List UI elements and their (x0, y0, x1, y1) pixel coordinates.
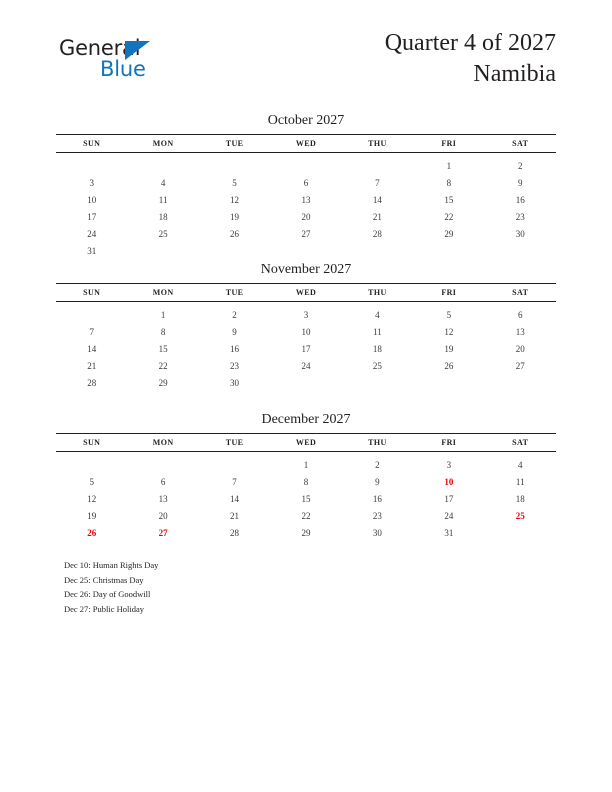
calendar-day[interactable]: 21 (230, 510, 240, 521)
weekday-header-row (56, 135, 556, 153)
calendar-day[interactable]: 4 (518, 459, 523, 470)
calendar-day[interactable]: 20 (515, 343, 525, 354)
calendar-day[interactable]: 25 (372, 360, 382, 371)
calendar-day[interactable]: 5 (89, 476, 94, 487)
calendar-day[interactable]: 18 (372, 343, 382, 354)
calendar-day-empty (56, 302, 127, 324)
calendar-table-november (56, 283, 556, 391)
holiday-legend-item: Dec 27: Public Holiday (64, 603, 145, 614)
calendar-week-row (56, 323, 556, 340)
calendar-day[interactable]: 28 (87, 377, 97, 388)
calendar-day[interactable]: 31 (87, 245, 97, 256)
calendar-day[interactable]: 30 (230, 377, 240, 388)
calendar-day[interactable]: 1 (160, 309, 166, 320)
calendar-day[interactable]: 31 (444, 527, 454, 538)
weekday-header-sat: SAT (485, 135, 556, 153)
weekday-header-thu: THU (342, 434, 413, 452)
calendar-week-row (56, 374, 556, 391)
calendar-week-row (56, 507, 556, 524)
month-title-october: October 2027 (267, 113, 345, 128)
calendar-day-holiday[interactable]: 26 (87, 527, 97, 538)
calendar-day[interactable]: 8 (160, 326, 166, 337)
calendar-week-row (56, 302, 556, 324)
weekday-header-sat: SAT (485, 284, 556, 302)
calendar-week-row (56, 242, 556, 259)
calendar-day[interactable]: 26 (230, 228, 240, 239)
title-country: Namibia (473, 61, 556, 87)
weekday-header-fri: FRI (413, 434, 484, 452)
calendar-day[interactable]: 9 (375, 476, 380, 487)
calendar-day[interactable]: 21 (87, 360, 97, 371)
calendar-day-empty (127, 452, 198, 474)
calendar-day[interactable]: 21 (372, 211, 382, 222)
calendar-day[interactable]: 12 (444, 326, 454, 337)
calendar-day[interactable]: 14 (230, 493, 240, 504)
calendar-day[interactable]: 5 (446, 309, 452, 320)
calendar-day[interactable]: 15 (158, 343, 168, 354)
calendar-day-empty (270, 242, 341, 259)
calendar-day-empty (199, 452, 270, 474)
month-title-december: December 2027 (261, 412, 351, 427)
calendar-day[interactable]: 22 (301, 510, 311, 521)
weekday-header-mon: MON (127, 284, 198, 302)
calendar-day[interactable]: 13 (515, 326, 525, 337)
month-block-october (56, 112, 556, 259)
calendar-day-empty (56, 153, 127, 175)
calendar-day[interactable]: 29 (301, 527, 311, 538)
calendar-day[interactable]: 2 (375, 459, 380, 470)
calendar-day-empty (413, 374, 484, 391)
calendar-day-holiday[interactable]: 25 (515, 510, 525, 521)
calendar-day[interactable]: 8 (303, 476, 309, 487)
calendar-day[interactable]: 24 (87, 228, 97, 239)
calendar-day-empty (56, 452, 127, 474)
calendar-day-empty (342, 153, 413, 175)
calendar-day[interactable]: 29 (444, 228, 454, 239)
calendar-week-row (56, 452, 556, 474)
calendar-day[interactable]: 29 (158, 377, 168, 388)
calendar-day-holiday[interactable]: 10 (444, 476, 454, 487)
calendar-day[interactable]: 5 (232, 177, 237, 188)
calendar-day[interactable]: 16 (515, 194, 525, 205)
calendar-day[interactable]: 6 (518, 309, 523, 320)
calendar-day[interactable]: 1 (303, 459, 309, 470)
calendar-day-empty (199, 242, 270, 259)
month-title-november: November 2027 (260, 262, 352, 277)
calendar-day[interactable]: 6 (160, 476, 166, 487)
calendar-day[interactable]: 28 (230, 527, 240, 538)
calendar-day[interactable]: 17 (444, 493, 454, 504)
calendar-day-empty (127, 153, 198, 175)
calendar-day-empty (485, 374, 556, 391)
logo-word-blue: Blue (100, 57, 146, 81)
calendar-day[interactable]: 1 (446, 160, 452, 171)
calendar-day[interactable]: 27 (301, 228, 311, 239)
month-block-november (56, 261, 556, 391)
logo-word-general: General (59, 36, 141, 60)
calendar-day[interactable]: 7 (232, 476, 237, 487)
calendar-day[interactable]: 30 (372, 527, 382, 538)
calendar-day[interactable]: 24 (301, 360, 311, 371)
weekday-header-wed: WED (270, 135, 341, 153)
calendar-table-december (56, 433, 556, 541)
calendar-day[interactable]: 20 (301, 211, 311, 222)
calendar-day[interactable]: 11 (373, 326, 382, 337)
weekday-header-tue: TUE (199, 284, 270, 302)
calendar-day[interactable]: 18 (515, 493, 525, 504)
weekday-header-mon: MON (127, 135, 198, 153)
weekday-header-thu: THU (342, 135, 413, 153)
calendar-day[interactable]: 18 (158, 211, 168, 222)
calendar-day[interactable]: 4 (375, 309, 380, 320)
calendar-day-empty (270, 153, 341, 175)
calendar-day[interactable]: 12 (87, 493, 97, 504)
calendar-day-empty (127, 242, 198, 259)
calendar-day-empty (485, 524, 556, 541)
weekday-header-fri: FRI (413, 284, 484, 302)
calendar-day[interactable]: 14 (372, 194, 382, 205)
calendar-day[interactable]: 3 (303, 309, 309, 320)
weekday-header-wed: WED (270, 284, 341, 302)
calendar-day[interactable]: 13 (301, 194, 311, 205)
calendar-week-row (56, 524, 556, 541)
calendar-day[interactable]: 26 (444, 360, 454, 371)
general-blue-logo[interactable] (59, 36, 259, 88)
holiday-legend (64, 558, 464, 616)
calendar-week-row (56, 208, 556, 225)
calendar-day[interactable]: 11 (158, 194, 168, 205)
weekday-header-row (56, 284, 556, 302)
calendar-day[interactable]: 30 (515, 228, 525, 239)
calendar-body-november (56, 302, 556, 392)
calendar-day[interactable]: 20 (158, 510, 168, 521)
page-title (385, 28, 556, 90)
holiday-legend-item: Dec 25: Christmas Day (64, 574, 144, 585)
calendar-day[interactable]: 23 (372, 510, 382, 521)
month-block-december (56, 411, 556, 541)
calendar-week-row (56, 153, 556, 175)
calendar-week-row (56, 357, 556, 374)
calendar-day[interactable]: 23 (230, 360, 240, 371)
calendar-day[interactable]: 10 (87, 194, 97, 205)
calendar-day[interactable]: 12 (230, 194, 240, 205)
calendar-day[interactable]: 23 (515, 211, 525, 222)
calendar-table-october (56, 134, 556, 259)
calendar-day[interactable]: 19 (230, 211, 240, 222)
calendar-day[interactable]: 13 (158, 493, 168, 504)
calendar-day-empty (270, 374, 341, 391)
calendar-day[interactable]: 19 (87, 510, 97, 521)
calendar-day[interactable]: 7 (89, 326, 94, 337)
calendar-day[interactable]: 3 (446, 459, 452, 470)
weekday-header-thu: THU (342, 284, 413, 302)
calendar-day-empty (342, 242, 413, 259)
calendar-week-row (56, 490, 556, 507)
calendar-day[interactable]: 15 (444, 194, 454, 205)
calendar-day[interactable]: 22 (158, 360, 168, 371)
weekday-header-tue: TUE (199, 434, 270, 452)
calendar-week-row (56, 340, 556, 357)
calendar-day[interactable]: 16 (372, 493, 382, 504)
weekday-header-wed: WED (270, 434, 341, 452)
calendar-day-empty (342, 374, 413, 391)
weekday-header-mon: MON (127, 434, 198, 452)
weekday-header-sun: SUN (56, 135, 127, 153)
weekday-header-sun: SUN (56, 434, 127, 452)
calendar-week-row (56, 473, 556, 490)
calendar-body-december (56, 452, 556, 542)
calendar-day[interactable]: 19 (444, 343, 454, 354)
calendar-day[interactable]: 11 (515, 476, 525, 487)
calendar-day[interactable]: 17 (87, 211, 97, 222)
calendar-day[interactable]: 15 (301, 493, 311, 504)
calendar-day[interactable]: 28 (372, 228, 382, 239)
calendar-day[interactable]: 2 (232, 309, 237, 320)
weekday-header-sat: SAT (485, 434, 556, 452)
calendar-day[interactable]: 22 (444, 211, 454, 222)
calendar-day[interactable]: 9 (232, 326, 237, 337)
calendar-day[interactable]: 6 (303, 177, 309, 188)
calendar-day[interactable]: 9 (518, 177, 523, 188)
page-header (0, 0, 612, 105)
weekday-header-sun: SUN (56, 284, 127, 302)
calendar-day[interactable]: 25 (158, 228, 168, 239)
calendar-day[interactable]: 14 (87, 343, 97, 354)
calendar-day[interactable]: 3 (89, 177, 94, 188)
weekday-header-fri: FRI (413, 135, 484, 153)
calendar-day[interactable]: 4 (160, 177, 166, 188)
calendar-day[interactable]: 2 (518, 160, 523, 171)
weekday-header-tue: TUE (199, 135, 270, 153)
calendar-day-empty (199, 153, 270, 175)
calendar-day[interactable]: 17 (301, 343, 311, 354)
title-quarter-year: Quarter 4 of 2027 (384, 30, 556, 56)
calendar-day-empty (485, 242, 556, 259)
calendar-day[interactable]: 8 (446, 177, 452, 188)
weekday-header-row (56, 434, 556, 452)
calendar-day[interactable]: 16 (230, 343, 240, 354)
calendar-body-october (56, 153, 556, 260)
holiday-legend-item: Dec 26: Day of Goodwill (64, 589, 151, 599)
calendar-day[interactable]: 27 (515, 360, 525, 371)
calendar-day-holiday[interactable]: 27 (158, 527, 168, 538)
calendar-day[interactable]: 7 (375, 177, 380, 188)
calendar-week-row (56, 191, 556, 208)
calendar-day-empty (413, 242, 484, 259)
calendar-week-row (56, 225, 556, 242)
calendar-week-row (56, 174, 556, 191)
calendar-day[interactable]: 24 (444, 510, 454, 521)
holiday-legend-item: Dec 10: Human Rights Day (64, 560, 159, 570)
calendar-day[interactable]: 10 (301, 326, 311, 337)
